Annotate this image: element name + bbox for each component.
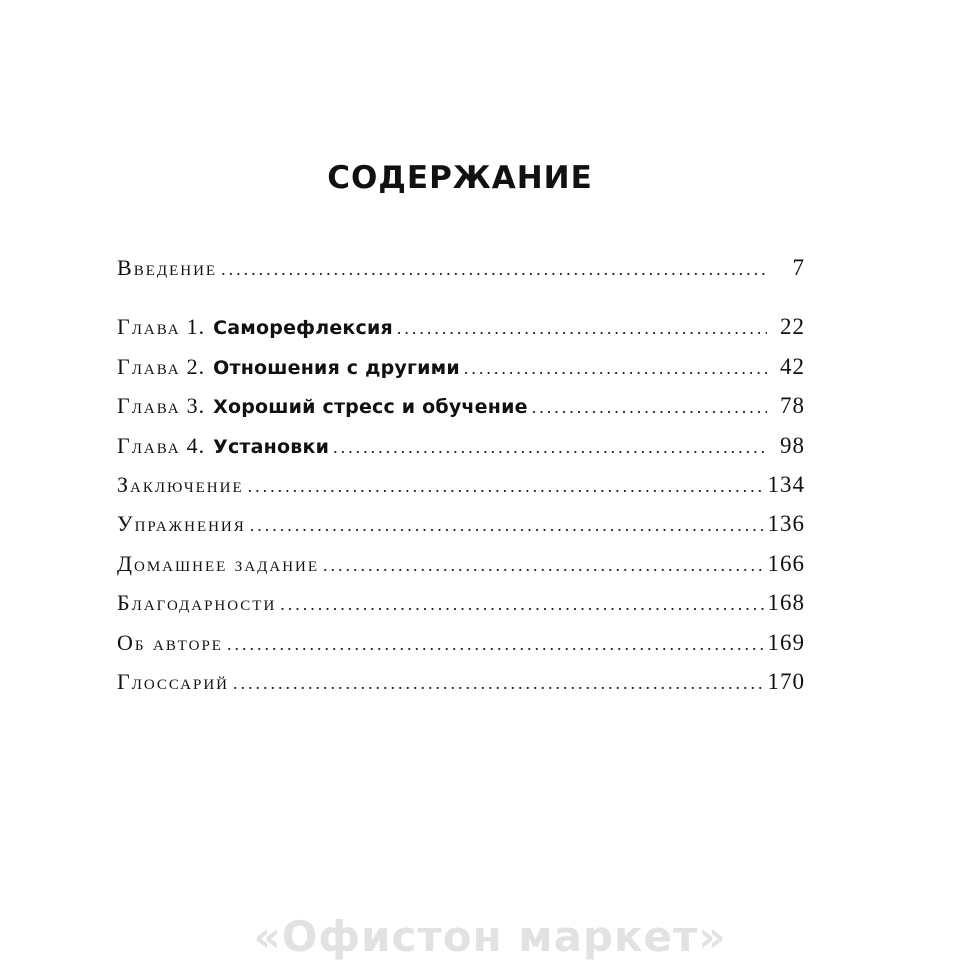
toc-entry-acknowledgements bbox=[117, 590, 805, 629]
chapter-title: Хороший стресс и обучение bbox=[213, 396, 528, 419]
dot-leader bbox=[221, 259, 767, 280]
watermark: «Офистон маркет» bbox=[253, 912, 727, 961]
dot-leader bbox=[397, 318, 767, 339]
toc-entry-conclusion bbox=[117, 472, 805, 511]
toc-entry-introduction bbox=[117, 255, 805, 294]
toc-entry-chapter-2 bbox=[117, 354, 805, 393]
chapter-number: 2. bbox=[186, 353, 206, 379]
entry-label: Благодарности bbox=[117, 590, 277, 616]
dot-leader bbox=[248, 476, 764, 497]
dot-leader bbox=[464, 358, 767, 379]
entry-page-number: 170 bbox=[767, 668, 805, 694]
dot-leader bbox=[532, 397, 767, 418]
dot-leader bbox=[323, 555, 763, 576]
entry-label: Глоссарий bbox=[117, 668, 230, 694]
entry-page-number: 168 bbox=[767, 590, 805, 616]
toc-entry-chapter-1 bbox=[117, 314, 805, 353]
entry-page-number: 42 bbox=[780, 353, 805, 379]
entry-page-number: 98 bbox=[780, 432, 805, 458]
entry-page-number: 134 bbox=[767, 471, 805, 497]
chapter-number: 1. bbox=[186, 314, 206, 340]
toc-entry-chapter-3 bbox=[117, 393, 805, 432]
entry-label: Глава bbox=[117, 353, 181, 379]
chapter-title: Саморефлексия bbox=[213, 317, 393, 340]
dot-leader bbox=[250, 515, 764, 536]
entry-page-number: 7 bbox=[792, 255, 805, 280]
chapter-number: 4. bbox=[186, 432, 206, 458]
entry-label: Заключение bbox=[117, 471, 244, 497]
entry-label: Домашнее задание bbox=[117, 550, 320, 576]
entry-label: Глава bbox=[117, 432, 181, 458]
entry-page-number: 78 bbox=[780, 393, 805, 419]
dot-leader bbox=[280, 594, 763, 615]
entry-page-number: 22 bbox=[780, 314, 805, 340]
entry-page-number: 166 bbox=[767, 550, 805, 576]
entry-page-number: 136 bbox=[767, 511, 805, 537]
dot-leader bbox=[233, 673, 763, 694]
toc-entry-chapter-4 bbox=[117, 433, 805, 472]
chapter-title: Установки bbox=[213, 435, 330, 458]
entry-label: Глава bbox=[117, 314, 181, 340]
table-of-contents bbox=[117, 255, 805, 708]
chapter-number: 3. bbox=[186, 393, 206, 419]
entry-label: Упражнения bbox=[117, 511, 246, 537]
dot-leader bbox=[333, 437, 767, 458]
entry-label: Глава bbox=[117, 393, 181, 419]
page-title: СОДЕРЖАНИЕ bbox=[327, 160, 593, 196]
toc-entry-about-author bbox=[117, 630, 805, 669]
entry-page-number: 169 bbox=[767, 629, 805, 655]
entry-label: Об авторе bbox=[117, 629, 223, 655]
toc-entry-exercises bbox=[117, 511, 805, 550]
toc-entry-homework bbox=[117, 551, 805, 590]
chapter-title: Отношения с другими bbox=[213, 356, 460, 379]
toc-entry-glossary bbox=[117, 669, 805, 708]
dot-leader bbox=[227, 634, 764, 655]
entry-label: Введение bbox=[117, 255, 218, 280]
